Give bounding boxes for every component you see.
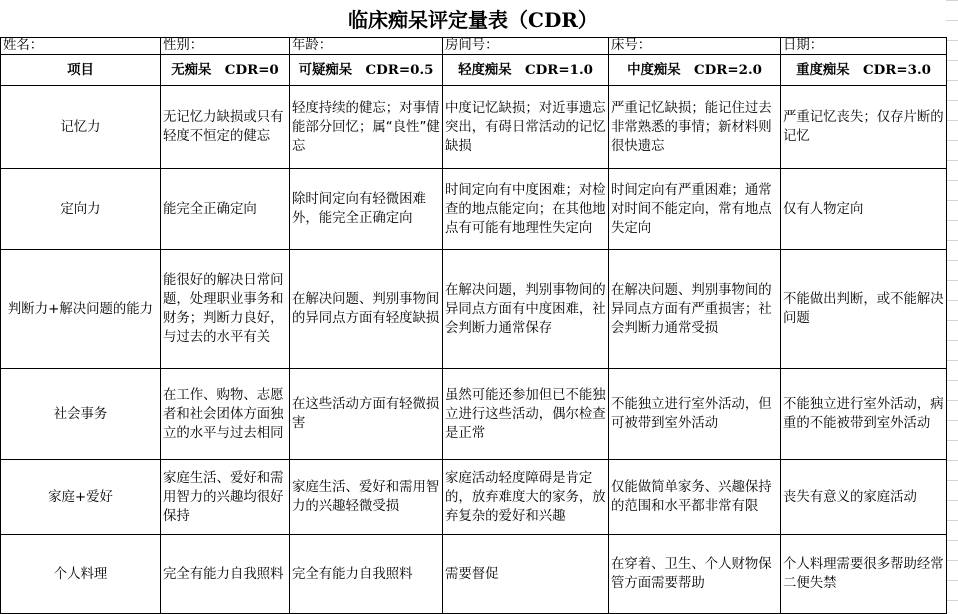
table-cell[interactable]: 能完全正确定向 [161, 169, 290, 250]
table-row [1, 250, 947, 369]
table-cell[interactable]: 在工作、购物、志愿者和社会团体方面独立的水平与过去相同 [161, 369, 290, 460]
header-cell-cdr05[interactable]: 可疑痴呆 CDR=0.5 [290, 55, 443, 86]
table-cell[interactable]: 严重记忆丧失；仅存片断的记忆 [781, 86, 947, 169]
table-cell[interactable]: 在解决问题，判别事物间的异同点方面有中度困难，社会判断力通常保存 [443, 250, 609, 369]
table-cell[interactable]: 虽然可能还参加但已不能独立进行这些活动，偶尔检查是正常 [443, 369, 609, 460]
info-cell-name[interactable]: 姓名： [1, 38, 161, 55]
item-cell[interactable]: 个人料理 [1, 535, 161, 614]
table-row [1, 86, 947, 169]
table-row [1, 460, 947, 535]
table-cell[interactable]: 除时间定向有轻微困难外，能完全正确定向 [290, 169, 443, 250]
cdr-table [0, 37, 947, 614]
table-cell[interactable]: 严重记忆缺损；能记住过去非常熟悉的事情；新材料则很快遗忘 [609, 86, 781, 169]
table-cell[interactable]: 时间定向有严重困难；通常对时间不能定向，常有地点失定向 [609, 169, 781, 250]
table-cell[interactable]: 个人料理需要很多帮助经常二便失禁 [781, 535, 947, 614]
info-cell-room[interactable]: 房间号： [443, 38, 609, 55]
item-cell[interactable]: 判断力+解决问题的能力 [1, 250, 161, 369]
table-cell[interactable]: 无记忆力缺损或只有轻度不恒定的健忘 [161, 86, 290, 169]
table-cell[interactable]: 不能独立进行室外活动，但可被带到室外活动 [609, 369, 781, 460]
table-cell[interactable]: 完全有能力自我照料 [161, 535, 290, 614]
table-row [1, 169, 947, 250]
info-cell-gender[interactable]: 性别： [161, 38, 290, 55]
info-cell-age[interactable]: 年龄： [290, 38, 443, 55]
table-cell[interactable]: 仅能做简单家务、兴趣保持的范围和水平都非常有限 [609, 460, 781, 535]
item-cell[interactable]: 家庭+爱好 [1, 460, 161, 535]
header-cell-item[interactable]: 项目 [1, 55, 161, 86]
table-cell[interactable]: 轻度持续的健忘；对事情能部分回忆；属“良性”健忘 [290, 86, 443, 169]
header-cell-cdr2[interactable]: 中度痴呆 CDR=2.0 [609, 55, 781, 86]
item-cell[interactable]: 定向力 [1, 169, 161, 250]
table-cell[interactable]: 不能做出判断，或不能解决问题 [781, 250, 947, 369]
table-cell[interactable]: 在解决问题、判别事物间的异同点方面有严重损害；社会判断力通常受损 [609, 250, 781, 369]
item-cell[interactable]: 记忆力 [1, 86, 161, 169]
info-row [1, 38, 947, 55]
header-cell-cdr3[interactable]: 重度痴呆 CDR=3.0 [781, 55, 947, 86]
table-cell[interactable]: 能很好的解决日常问题，处理职业事务和财务；判断力良好，与过去的水平有关 [161, 250, 290, 369]
grid-background [946, 0, 958, 613]
table-cell[interactable]: 家庭活动轻度障碍是肯定的，放弃难度大的家务，放弃复杂的爱好和兴趣 [443, 460, 609, 535]
item-cell[interactable]: 社会事务 [1, 369, 161, 460]
table-row [1, 369, 947, 460]
header-cell-cdr1[interactable]: 轻度痴呆 CDR=1.0 [443, 55, 609, 86]
table-cell[interactable]: 在这些活动方面有轻微损害 [290, 369, 443, 460]
table-cell[interactable]: 家庭生活、爱好和需用智力的兴趣轻微受损 [290, 460, 443, 535]
table-cell[interactable]: 家庭生活、爱好和需用智力的兴趣均很好保持 [161, 460, 290, 535]
table-cell[interactable]: 完全有能力自我照料 [290, 535, 443, 614]
info-cell-date[interactable]: 日期： [781, 38, 947, 55]
table-cell[interactable]: 丧失有意义的家庭活动 [781, 460, 947, 535]
table-cell[interactable]: 时间定向有中度困难；对检查的地点能定向；在其他地点有可能有地理性失定向 [443, 169, 609, 250]
table-cell[interactable]: 仅有人物定向 [781, 169, 947, 250]
table-cell[interactable]: 不能独立进行室外活动，病重的不能被带到室外活动 [781, 369, 947, 460]
header-row [1, 55, 947, 86]
info-cell-bed[interactable]: 床号： [609, 38, 781, 55]
table-cell[interactable]: 在解决问题、判别事物间的异同点方面有轻度缺损 [290, 250, 443, 369]
page-title[interactable]: 临床痴呆评定量表（CDR） [348, 8, 598, 32]
table-cell[interactable]: 在穿着、卫生、个人财物保管方面需要帮助 [609, 535, 781, 614]
header-cell-cdr0[interactable]: 无痴呆 CDR=0 [161, 55, 290, 86]
table-row [1, 535, 947, 614]
table-cell[interactable]: 中度记忆缺损；对近事遗忘突出，有碍日常活动的记忆缺损 [443, 86, 609, 169]
table-cell[interactable]: 需要督促 [443, 535, 609, 614]
